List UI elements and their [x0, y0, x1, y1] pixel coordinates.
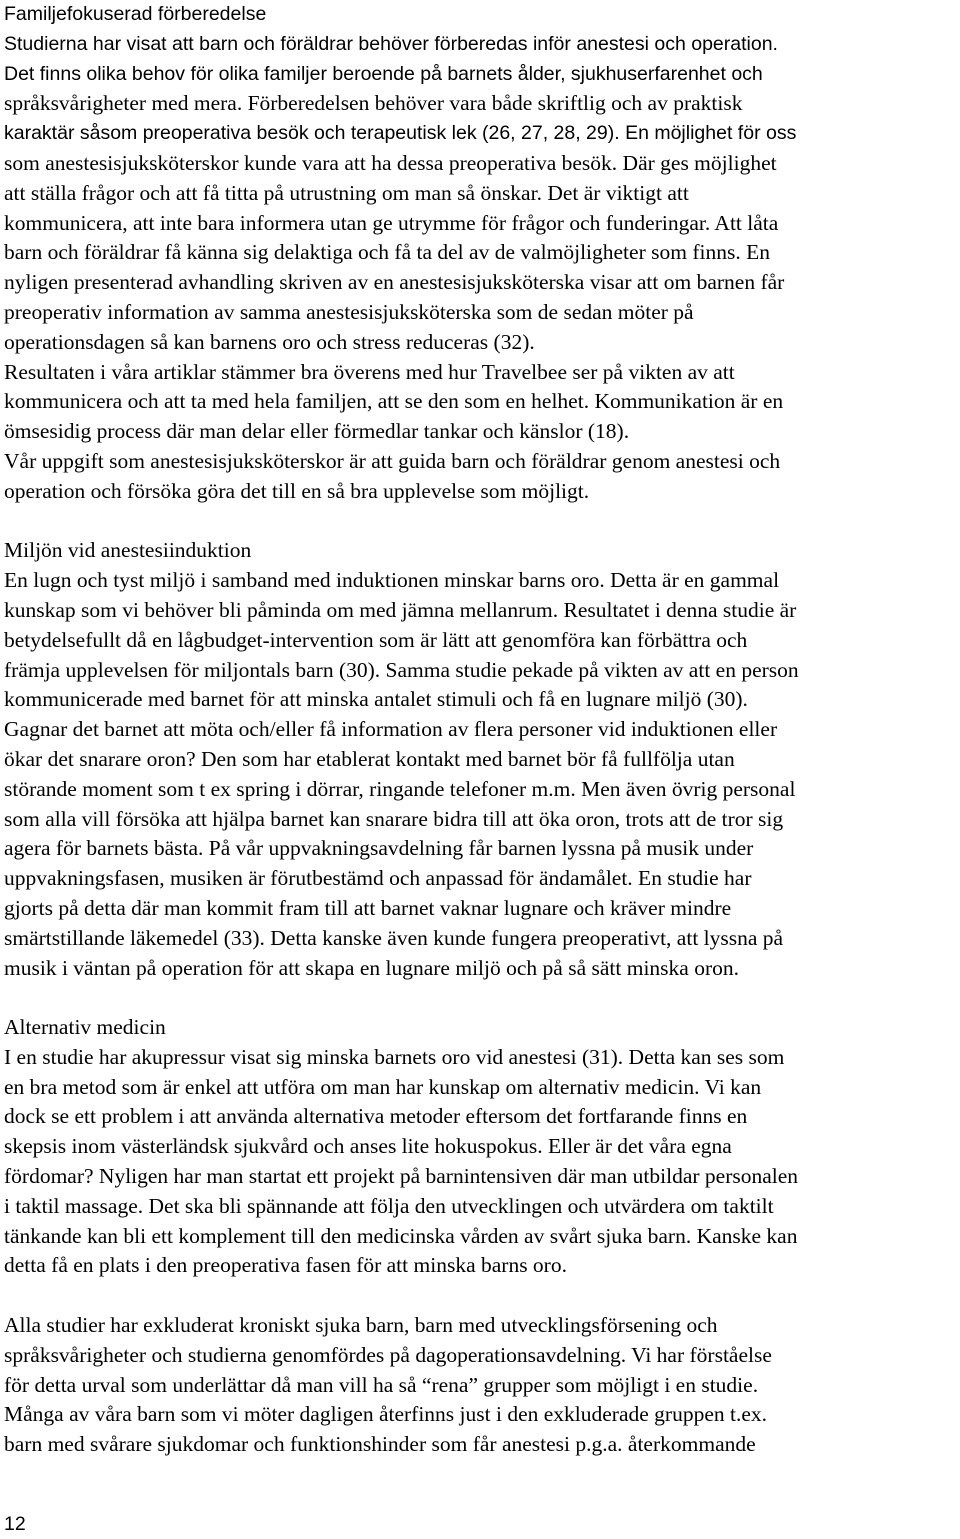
body-line: dock se ett problem i att använda alternativa metoder eftersom det fortfarande finns en	[4, 1104, 748, 1129]
body-line: operation och försöka göra det till en så bra upplevelse som möjligt.	[4, 478, 590, 503]
body-line: barn med svårare sjukdomar och funktionshinder som får anestesi p.g.a. återkommande	[4, 1432, 756, 1457]
body-line: ökar det snarare oron? Den som har etablerat kontakt med barnet bör få fullfölja utan	[4, 746, 735, 771]
body-line: I en studie har akupressur visat sig minska barnets oro vid anestesi (31). Detta kan ses som	[4, 1044, 785, 1069]
body-line: störande moment som t ex spring i dörrar, ringande telefoner m.m. Men även övrig personal	[4, 776, 796, 801]
body-line: kommunicera och att ta med hela familjen, att se den som en helhet. Kommunikation är en	[4, 389, 784, 414]
section-familjefokuserad	[4, 0, 956, 507]
body-line: kommunicerade med barnet för att minska antalet stimuli och få en lugnare miljö (30).	[4, 687, 748, 712]
page-number: 12	[4, 1513, 26, 1535]
body-line: fördomar? Nyligen har man startat ett projekt på barnintensiven där man utbildar personalen	[4, 1164, 799, 1189]
body-line: uppvakningsfasen, musiken är förutbestämd och anpassad för ändamålet. En studie har	[4, 866, 752, 891]
body-line: kunskap som vi behöver bli påminda om med jämna mellanrum. Resultatet i denna studie är	[4, 597, 797, 622]
body-line: detta få en plats i den preoperativa fasen för att minska barns oro.	[4, 1253, 567, 1278]
section-avgransningar	[4, 1311, 956, 1460]
body-line: barn och föräldrar få känna sig delaktiga och få ta del av de valmöjligheter som finns. En	[4, 240, 770, 265]
document-page	[4, 0, 956, 1460]
body-line: ömsesidig process där man delar eller förmedlar tankar och känslor (18).	[4, 419, 630, 444]
body-line: Studierna har visat att barn och föräldrar behöver förberedas inför anestesi och operation.	[4, 32, 778, 55]
body-line: gjorts på detta där man kommit fram till att barnet vaknar lugnare och kräver mindre	[4, 895, 732, 920]
body-line: en bra metod som är enkel att utföra om man har kunskap om alternativ medicin. Vi kan	[4, 1074, 762, 1099]
body-line: i taktil massage. Det ska bli spännande att följa den utvecklingen och utvärdera om taktilt	[4, 1193, 774, 1218]
body-line: tänkande kan bli ett komplement till den medicinska vården av svårt sjuka barn. Kanske kan	[4, 1223, 798, 1248]
section-heading: Familjefokuserad förberedelse	[4, 3, 267, 25]
body-line: Resultaten i våra artiklar stämmer bra överens med hur Travelbee ser på vikten av att	[4, 359, 735, 384]
paragraph-gap	[4, 983, 956, 1013]
section-heading: Alternativ medicin	[4, 1015, 166, 1040]
section-alternativ-medicin	[4, 1013, 956, 1281]
body-line: kommunicera, att inte bara informera utan ge utrymme för frågor och funderingar. Att låta	[4, 210, 779, 235]
body-line: agera för barnets bästa. På vår uppvakningsavdelning får barnen lyssna på musik under	[4, 836, 754, 861]
body-line: musik i väntan på operation för att skapa en lugnare miljö och på så sätt minska oron.	[4, 955, 739, 980]
body-line: nyligen presenterad avhandling skriven av en anestesisjuksköterska visar att om barnen får	[4, 270, 785, 295]
body-line: Alla studier har exkluderat kroniskt sjuka barn, barn med utvecklingsförsening och	[4, 1313, 718, 1338]
body-line: Gagnar det barnet att möta och/eller få information av flera personer vid induktionen eller	[4, 717, 778, 742]
body-line: som alla vill försöka att hjälpa barnet kan snarare bidra till att öka oron, trots att de tror sig	[4, 806, 784, 831]
section-miljon	[4, 536, 956, 983]
body-line: betydelsefullt då en lågbudget-intervention som är lätt att genomföra kan förbättra och	[4, 627, 748, 652]
body-line: smärtstillande läkemedel (33). Detta kanske även kunde fungera preoperativt, att lyssna på	[4, 925, 784, 950]
paragraph-gap	[4, 1281, 956, 1311]
body-line: som anestesisjuksköterskor kunde vara att ha dessa preoperativa besök. Där ges möjlighet	[4, 150, 777, 175]
body-line: för detta urval som underlättar då man vill ha så “rena” grupper som möjligt i en studie.	[4, 1372, 759, 1397]
section-heading: Miljön vid anestesiinduktion	[4, 538, 252, 563]
body-line: främja upplevelsen för miljontals barn (30). Samma studie pekade på vikten av att en person	[4, 657, 799, 682]
body-line-mixed	[4, 89, 956, 119]
body-line: språksvårigheter och studierna genomfördes på dagoperationsavdelning. Vi har förståelse	[4, 1342, 772, 1367]
body-line: Många av våra barn som vi möter dagligen återfinns just i den exkluderade gruppen t.ex.	[4, 1402, 768, 1427]
paragraph-gap	[4, 507, 956, 537]
body-line: operationsdagen så kan barnens oro och stress reduceras (32).	[4, 329, 535, 354]
body-line: språksvårigheter med mera. Förberedelsen behöver vara både skriftlig och av praktisk	[4, 91, 743, 116]
body-line: karaktär såsom preoperativa besök och terapeutisk lek (26, 27, 28, 29). En möjlighet för oss	[4, 122, 797, 145]
body-line: skepsis inom västerländsk sjukvård och anses lite hokuspokus. Eller är det våra egna	[4, 1134, 732, 1159]
body-line: En lugn och tyst miljö i samband med induktionen minskar barns oro. Detta är en gammal	[4, 568, 780, 593]
body-line: att ställa frågor och att få titta på utrustning om man så önskar. Det är viktigt att	[4, 180, 689, 205]
body-line: preoperativ information av samma anestesisjuksköterska som de sedan möter på	[4, 299, 694, 324]
body-line: Vår uppgift som anestesisjuksköterskor är att guida barn och föräldrar genom anestesi och	[4, 448, 781, 473]
body-line: Det finns olika behov för olika familjer beroende på barnets ålder, sjukhuserfarenhet och	[4, 62, 763, 85]
